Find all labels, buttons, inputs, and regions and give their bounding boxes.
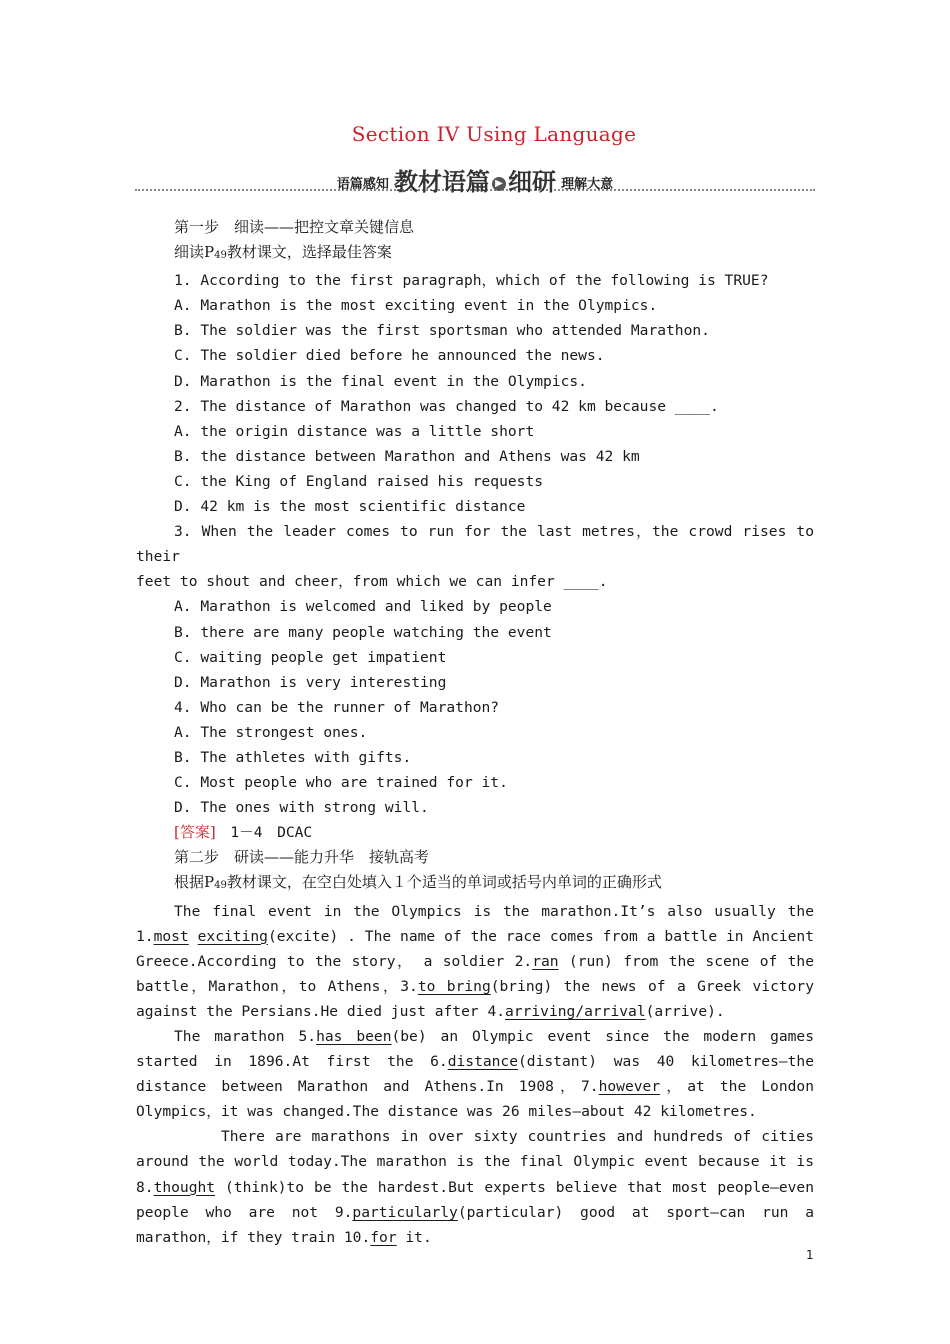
question-1-stem: 1. According to the first paragraph，which of the following is TRUE? bbox=[174, 272, 769, 290]
question-1-option-d: D. Marathon is the final event in the Olympics. bbox=[174, 372, 587, 390]
blank-answer-8: thought bbox=[153, 1178, 216, 1196]
blank-answer-10: for bbox=[370, 1228, 397, 1246]
question-4-option-d: D. The ones with strong will. bbox=[174, 799, 429, 817]
blank-answer-2: ran bbox=[532, 952, 559, 970]
question-3-option-c: C. waiting people get impatient bbox=[174, 648, 447, 666]
question-3-option-b: B. there are many people watching the event bbox=[174, 623, 552, 641]
question-3-option-d: D. Marathon is very interesting bbox=[174, 673, 447, 691]
question-4-option-b: B. The athletes with gifts. bbox=[174, 748, 412, 766]
answer-key bbox=[136, 820, 814, 845]
section-banner bbox=[135, 160, 815, 196]
banner-main-title: 教材语篇 bbox=[394, 168, 490, 196]
page-title: Section IV Using Language bbox=[351, 122, 637, 146]
blank-answer-5: has been bbox=[316, 1028, 392, 1045]
blank-answer-4: arriving/arrival bbox=[505, 1002, 646, 1020]
question-2-option-d: D. 42 km is the most scientific distance bbox=[174, 498, 526, 516]
question-4-stem: 4. Who can be the runner of Marathon? bbox=[174, 698, 500, 716]
question-3-stem-line1: 3. When the leader comes to run for the last metres，the crowd rises to their bbox=[136, 523, 814, 566]
question-2-stem: 2. The distance of Marathon was changed to 42 km because ____. bbox=[174, 397, 719, 415]
page-number: 1 bbox=[806, 1248, 814, 1262]
question-3-stem-line2: feet to shout and cheer，from which we can infer ____. bbox=[136, 573, 608, 591]
blank-answer-9: particularly bbox=[352, 1203, 458, 1221]
question-2-option-b: B. the distance between Marathon and Athens was 42 km bbox=[174, 447, 640, 465]
blank-answer-1b: exciting bbox=[197, 927, 268, 945]
blank-answer-1: most bbox=[153, 927, 189, 945]
question-4-option-c: C. Most people who are trained for it. bbox=[174, 774, 508, 792]
step1-heading: 第一步 细读——把控文章关键信息 bbox=[174, 218, 415, 236]
question-1-option-b: B. The soldier was the first sportsman who attended Marathon. bbox=[174, 322, 710, 340]
question-1-option-a: A. Marathon is the most exciting event in the Olympics. bbox=[174, 297, 658, 315]
blank-answer-7: however bbox=[598, 1078, 661, 1096]
question-2-option-c: C. the King of England raised his requests bbox=[174, 472, 544, 490]
cloze-paragraph-3: There are marathons in over sixty countries and hundreds of cities around the world today.The marathon is the final Olympic event because it is 8.thought (think)to be the hardest.But experts believe that most people—even people who are not 9.particularly(particular) good at sport—can run a marathon，if they train 10.for it. bbox=[136, 1128, 814, 1246]
banner-main-title-2: 细研 bbox=[508, 168, 556, 196]
cloze-paragraph-2: The marathon 5.has been(be) an Olympic event since the modern games started in 1896.At first the 6.distance(distant) was 40 kilometres—the distance between Marathon and Athens.In 1908，7.however，at the London Olympics，it was changed.The distance was 26 miles—about 42 kilometres. bbox=[136, 1028, 814, 1121]
banner-left-label: 语篇感知 bbox=[336, 177, 389, 192]
step2-instruction: 根据$P_{49}$教材课文，在空白处填入１个适当的单词或括号内单词的正确形式 bbox=[174, 873, 662, 892]
blank-answer-6: distance bbox=[447, 1053, 519, 1071]
question-1-option-c: C. The soldier died before he announced the news. bbox=[174, 347, 605, 365]
question-3-option-a: A. Marathon is welcomed and liked by people bbox=[174, 598, 552, 616]
blank-answer-3: to bring bbox=[417, 977, 491, 995]
banner-right-label: 理解大意 bbox=[561, 177, 614, 192]
document-body bbox=[136, 215, 814, 1250]
question-4-option-a: A. The strongest ones. bbox=[174, 723, 368, 741]
answer-text: 1－4 DCAC bbox=[215, 824, 313, 842]
answer-label: [答案] bbox=[174, 823, 216, 842]
cloze-paragraph-1: The final event in the Olympics is the marathon.It’s also usually the 1.most exciting(excite) . The name of the race comes from a battle in Ancient Greece.According to the story， a soldier 2.ran (run) from the scene of the battle，Marathon，to Athens，3.to bring(bring) the news of a Greek victory against the Persians.He died just after 4.arriving/arrival(arrive). bbox=[136, 902, 814, 1020]
step2-heading: 第二步 研读——能力升华 接轨高考 bbox=[174, 848, 430, 867]
question-2-option-a: A. the origin distance was a little short bbox=[174, 422, 535, 440]
step1-instruction: 细读$P_{49}$教材课文，选择最佳答案 bbox=[174, 243, 392, 262]
arrow-circle-icon: ▶ bbox=[492, 177, 506, 191]
